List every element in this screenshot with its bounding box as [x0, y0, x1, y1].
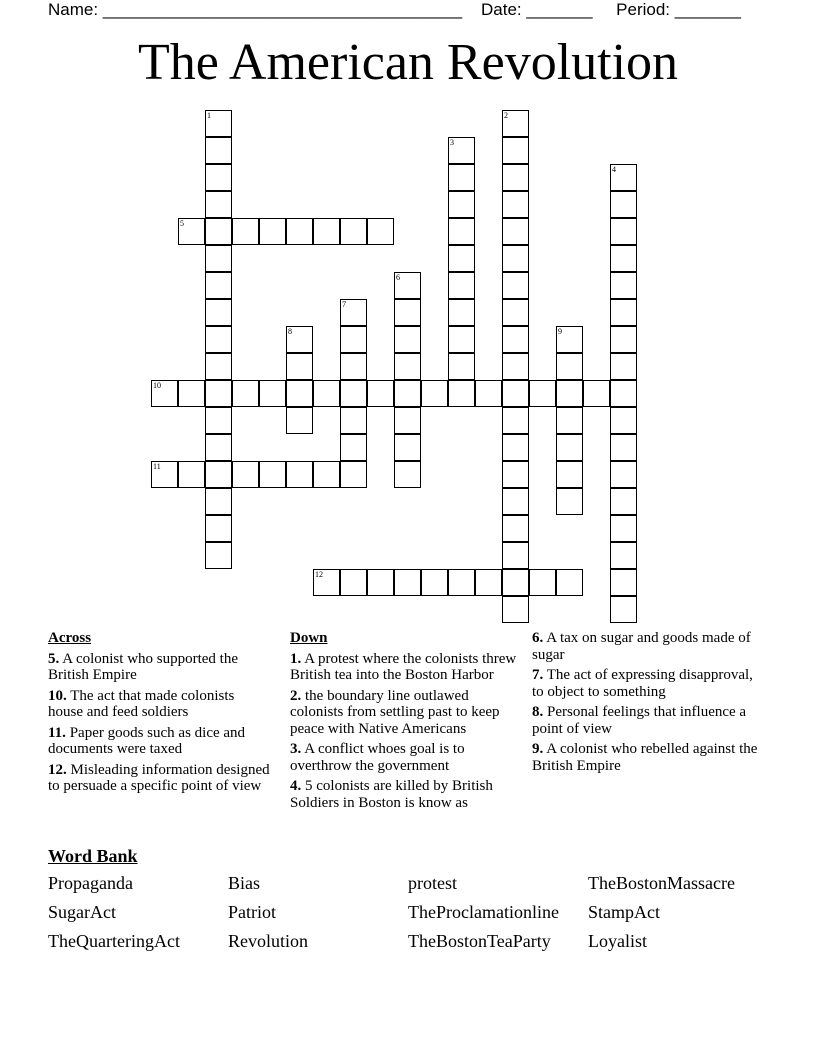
- word-bank-item: Bias: [228, 873, 261, 893]
- crossword-cell[interactable]: [502, 569, 529, 596]
- clue-number: 7: [342, 300, 346, 309]
- crossword-cell[interactable]: [502, 542, 529, 569]
- word-bank-item: TheBostonMassacre: [588, 873, 735, 893]
- clue-down-6: 6. A tax on sugar and goods made of sugar: [532, 630, 751, 663]
- crossword-cell[interactable]: [286, 461, 313, 488]
- clue-number: 11: [153, 462, 161, 471]
- crossword-cell[interactable]: [583, 380, 610, 407]
- crossword-cell[interactable]: [610, 407, 637, 434]
- clue-number: 3: [450, 138, 454, 147]
- crossword-cell[interactable]: [394, 353, 421, 380]
- crossword-cell[interactable]: [502, 164, 529, 191]
- crossword-cell[interactable]: [232, 461, 259, 488]
- down-clues-continued: [532, 630, 767, 778]
- crossword-cell[interactable]: [340, 218, 367, 245]
- crossword-cell[interactable]: [556, 407, 583, 434]
- word-bank-item: Propaganda: [48, 873, 133, 893]
- crossword-cell[interactable]: [610, 353, 637, 380]
- crossword-cell[interactable]: [178, 218, 205, 245]
- crossword-cell[interactable]: [502, 299, 529, 326]
- word-bank-item: TheBostonTeaParty: [408, 931, 551, 951]
- crossword-cell[interactable]: [367, 569, 394, 596]
- crossword-cell[interactable]: [502, 596, 529, 623]
- crossword-cell[interactable]: [394, 326, 421, 353]
- crossword-cell[interactable]: [205, 407, 232, 434]
- crossword-cell[interactable]: [448, 137, 475, 164]
- crossword-cell[interactable]: [313, 380, 340, 407]
- crossword-cell[interactable]: [367, 218, 394, 245]
- crossword-cell[interactable]: [502, 191, 529, 218]
- clue-number: 12: [315, 570, 323, 579]
- crossword-cell[interactable]: [556, 353, 583, 380]
- down-clues: [290, 630, 520, 815]
- word-bank-title: Word Bank: [48, 846, 138, 866]
- crossword-cell[interactable]: [205, 542, 232, 569]
- crossword-cell[interactable]: [394, 380, 421, 407]
- word-bank-item: TheProclamationline: [408, 902, 559, 922]
- crossword-cell[interactable]: [610, 218, 637, 245]
- crossword-cell[interactable]: [556, 461, 583, 488]
- crossword-cell[interactable]: [610, 461, 637, 488]
- crossword-cell[interactable]: [394, 272, 421, 299]
- crossword-cell[interactable]: [475, 569, 502, 596]
- word-bank-item: protest: [408, 873, 457, 893]
- clue-down-1: 1. A protest where the colonists threw British tea into the Boston Harbor: [290, 650, 517, 683]
- word-bank-item: StampAct: [588, 902, 660, 922]
- crossword-cell[interactable]: [259, 218, 286, 245]
- crossword-cell[interactable]: [286, 326, 313, 353]
- crossword-cell[interactable]: [313, 569, 340, 596]
- crossword-cell[interactable]: [610, 596, 637, 623]
- crossword-cell[interactable]: [394, 407, 421, 434]
- crossword-cell[interactable]: [205, 461, 232, 488]
- crossword-cell[interactable]: [610, 515, 637, 542]
- crossword-cell[interactable]: [205, 272, 232, 299]
- page-title: The American Revolution: [137, 34, 679, 91]
- crossword-cell[interactable]: [205, 434, 232, 461]
- clue-down-3: 3. A conflict whoes goal is to overthrow the government: [290, 741, 465, 774]
- crossword-cell[interactable]: [448, 353, 475, 380]
- crossword-cell[interactable]: [610, 299, 637, 326]
- crossword-cell[interactable]: [340, 407, 367, 434]
- word-bank-item: SugarAct: [48, 902, 116, 922]
- crossword-cell[interactable]: [502, 272, 529, 299]
- crossword-cell[interactable]: [448, 380, 475, 407]
- crossword-cell[interactable]: [205, 137, 232, 164]
- clue-across-11: 11. Paper goods such as dice and documents were taxed: [48, 724, 246, 757]
- clue-down-4: 4. 5 colonists are killed by British Soldiers in Boston is know as: [290, 778, 493, 811]
- crossword-cell[interactable]: [610, 488, 637, 515]
- crossword-cell[interactable]: [502, 380, 529, 407]
- crossword-cell[interactable]: [205, 164, 232, 191]
- clue-down-8: 8. Personal feelings that influence a point of view: [532, 704, 747, 737]
- clue-number: 10: [153, 381, 161, 390]
- crossword-cell[interactable]: [448, 326, 475, 353]
- crossword-cell[interactable]: [502, 461, 529, 488]
- down-heading: Down: [290, 630, 328, 646]
- crossword-cell[interactable]: [340, 353, 367, 380]
- crossword-cell[interactable]: [502, 407, 529, 434]
- clue-across-10: 10. The act that made colonists house and feed soldiers: [48, 687, 235, 720]
- crossword-cell[interactable]: [367, 380, 394, 407]
- crossword-cell[interactable]: [502, 137, 529, 164]
- crossword-cell[interactable]: [205, 191, 232, 218]
- crossword-cell[interactable]: [313, 218, 340, 245]
- crossword-cell[interactable]: [394, 434, 421, 461]
- clue-number: 5: [180, 219, 184, 228]
- crossword-cell[interactable]: [421, 380, 448, 407]
- clue-down-7: 7. The act of expressing disapproval, to object to something: [532, 667, 753, 700]
- crossword-cell[interactable]: [448, 299, 475, 326]
- crossword-cell[interactable]: [529, 569, 556, 596]
- crossword-cell[interactable]: [205, 245, 232, 272]
- word-bank-item: Loyalist: [588, 931, 647, 951]
- crossword-cell[interactable]: [448, 569, 475, 596]
- crossword-cell[interactable]: [610, 380, 637, 407]
- crossword-cell[interactable]: [340, 380, 367, 407]
- crossword-cell[interactable]: [448, 191, 475, 218]
- crossword-cell[interactable]: [205, 488, 232, 515]
- crossword-cell[interactable]: [340, 569, 367, 596]
- word-bank-item: TheQuarteringAct: [48, 931, 180, 951]
- crossword-cell[interactable]: [151, 461, 178, 488]
- crossword-cell[interactable]: [151, 380, 178, 407]
- crossword-cell[interactable]: [556, 434, 583, 461]
- crossword-cell[interactable]: [502, 326, 529, 353]
- crossword-cell[interactable]: [475, 380, 502, 407]
- crossword-cell[interactable]: [286, 407, 313, 434]
- crossword-cell[interactable]: [340, 434, 367, 461]
- crossword-cell[interactable]: [556, 380, 583, 407]
- period-field[interactable]: Period: _______: [616, 0, 741, 19]
- crossword-cell[interactable]: [610, 164, 637, 191]
- clue-down-9: 9. A colonist who rebelled against the British Empire: [532, 741, 758, 774]
- name-field[interactable]: Name: ______________________________________: [48, 0, 463, 19]
- crossword-cell[interactable]: [178, 461, 205, 488]
- crossword-cell[interactable]: [205, 353, 232, 380]
- crossword-cell[interactable]: [286, 218, 313, 245]
- crossword-cell[interactable]: [502, 218, 529, 245]
- crossword-cell[interactable]: [610, 245, 637, 272]
- clue-number: 8: [288, 327, 292, 336]
- across-clues: [48, 630, 273, 799]
- crossword-cell[interactable]: [610, 434, 637, 461]
- clue-number: 1: [207, 111, 211, 120]
- crossword-cell[interactable]: [205, 380, 232, 407]
- crossword-cell[interactable]: [448, 218, 475, 245]
- crossword-cell[interactable]: [340, 326, 367, 353]
- crossword-cell[interactable]: [340, 299, 367, 326]
- clue-across-5: 5. A colonist who supported the British Empire: [48, 650, 239, 683]
- crossword-cell[interactable]: [313, 461, 340, 488]
- crossword-cell[interactable]: [610, 569, 637, 596]
- date-field[interactable]: Date: _______: [480, 0, 593, 19]
- crossword-cell[interactable]: [556, 488, 583, 515]
- across-heading: Across: [48, 630, 92, 646]
- crossword-cell[interactable]: [448, 272, 475, 299]
- crossword-cell[interactable]: [448, 245, 475, 272]
- crossword-cell[interactable]: [610, 542, 637, 569]
- crossword-cell[interactable]: [502, 110, 529, 137]
- crossword-cell[interactable]: [556, 326, 583, 353]
- word-bank: [48, 873, 788, 951]
- crossword-cell[interactable]: [232, 380, 259, 407]
- crossword-cell[interactable]: [286, 380, 313, 407]
- crossword-cell[interactable]: [286, 353, 313, 380]
- crossword-cell[interactable]: [178, 380, 205, 407]
- crossword-cell[interactable]: [394, 461, 421, 488]
- clue-number: 9: [558, 327, 562, 336]
- crossword-cell[interactable]: [205, 299, 232, 326]
- crossword-cell[interactable]: [394, 299, 421, 326]
- crossword-cell[interactable]: [610, 191, 637, 218]
- crossword-cell[interactable]: [259, 461, 286, 488]
- crossword-cell[interactable]: [394, 569, 421, 596]
- crossword-cell[interactable]: [502, 488, 529, 515]
- crossword-cell[interactable]: [529, 380, 556, 407]
- clue-number: 2: [504, 111, 508, 120]
- clue-number: 6: [396, 273, 400, 282]
- clue-down-2: 2. the boundary line outlawed colonists from settling past to keep peace with Native Americans: [290, 687, 500, 737]
- crossword-cell[interactable]: [502, 353, 529, 380]
- crossword-cell[interactable]: [259, 380, 286, 407]
- crossword-cell[interactable]: [232, 218, 259, 245]
- crossword-cell[interactable]: [340, 461, 367, 488]
- crossword-cell[interactable]: [205, 110, 232, 137]
- crossword-cell[interactable]: [610, 272, 637, 299]
- word-bank-item: Revolution: [228, 931, 308, 951]
- crossword-cell[interactable]: [205, 218, 232, 245]
- crossword-cell[interactable]: [556, 569, 583, 596]
- crossword-cell[interactable]: [610, 326, 637, 353]
- crossword-cell[interactable]: [502, 434, 529, 461]
- crossword-cell[interactable]: [502, 515, 529, 542]
- clue-across-12: 12. Misleading information designed to persuade a specific point of view: [48, 761, 270, 794]
- crossword-cell[interactable]: [205, 515, 232, 542]
- word-bank-item: Patriot: [228, 902, 276, 922]
- clue-number: 4: [612, 165, 616, 174]
- crossword-cell[interactable]: [502, 245, 529, 272]
- crossword-cell[interactable]: [205, 326, 232, 353]
- crossword-cell[interactable]: [421, 569, 448, 596]
- crossword-cell[interactable]: [448, 164, 475, 191]
